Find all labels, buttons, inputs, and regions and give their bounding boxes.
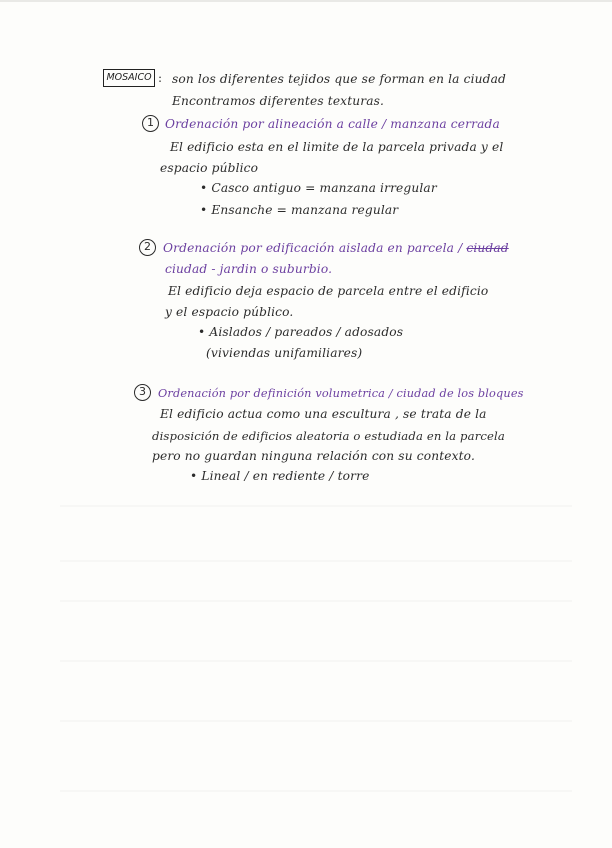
section-2-heading-struck: ciudad (466, 241, 509, 255)
section-3-body-1: El edificio actua como una escultura , se trata de la (160, 407, 487, 421)
section-number-3: 3 (134, 384, 151, 401)
section-number-1: 1 (142, 115, 159, 132)
section-1-heading: Ordenación por alineación a calle / manzana cerrada (165, 117, 500, 131)
show-through-line (60, 720, 572, 722)
section-3-body-2: disposición de edificios aleatoria o estudiada en la parcela (152, 429, 505, 443)
section-1-body-2: espacio público (160, 161, 259, 175)
section-number-2: 2 (139, 239, 156, 256)
section-2-bullet-2: (viviendas unifamiliares) (206, 346, 363, 360)
section-2-bullet-1: • Aislados / pareados / adosados (198, 325, 404, 339)
show-through-line (60, 505, 572, 507)
section-2-heading-cont: ciudad - jardin o suburbio. (165, 262, 333, 276)
show-through-line (60, 790, 572, 792)
section-3-bullet-1: • Lineal / en rediente / torre (190, 469, 370, 483)
section-2-body-2: y el espacio público. (165, 305, 294, 319)
section-1-body-1: El edificio esta en el limite de la parcela privada y el (170, 140, 504, 154)
section-1-bullet-1: • Casco antiguo = manzana irregular (200, 181, 437, 195)
show-through-line (60, 660, 572, 662)
page-top-edge (0, 0, 612, 2)
section-1-bullet-2: • Ensanche = manzana regular (200, 203, 399, 217)
section-3-body-3: pero no guardan ninguna relación con su contexto. (152, 449, 475, 463)
section-2-body-1: El edificio deja espacio de parcela entre el edificio (168, 284, 489, 298)
section-2-heading-main: Ordenación por edificación aislada en parcela / (163, 241, 463, 255)
section-2-heading (163, 240, 509, 256)
show-through-line (60, 560, 572, 562)
intro-line-2: Encontramos diferentes texturas. (172, 94, 385, 108)
section-3-heading: Ordenación por definición volumetrica / ciudad de los bloques (158, 387, 524, 400)
title-colon: : (158, 71, 163, 85)
show-through-line (60, 600, 572, 602)
mosaico-title-box: MOSAICO (103, 69, 155, 87)
intro-line-1: son los diferentes tejidos que se forman en la ciudad (172, 72, 506, 86)
